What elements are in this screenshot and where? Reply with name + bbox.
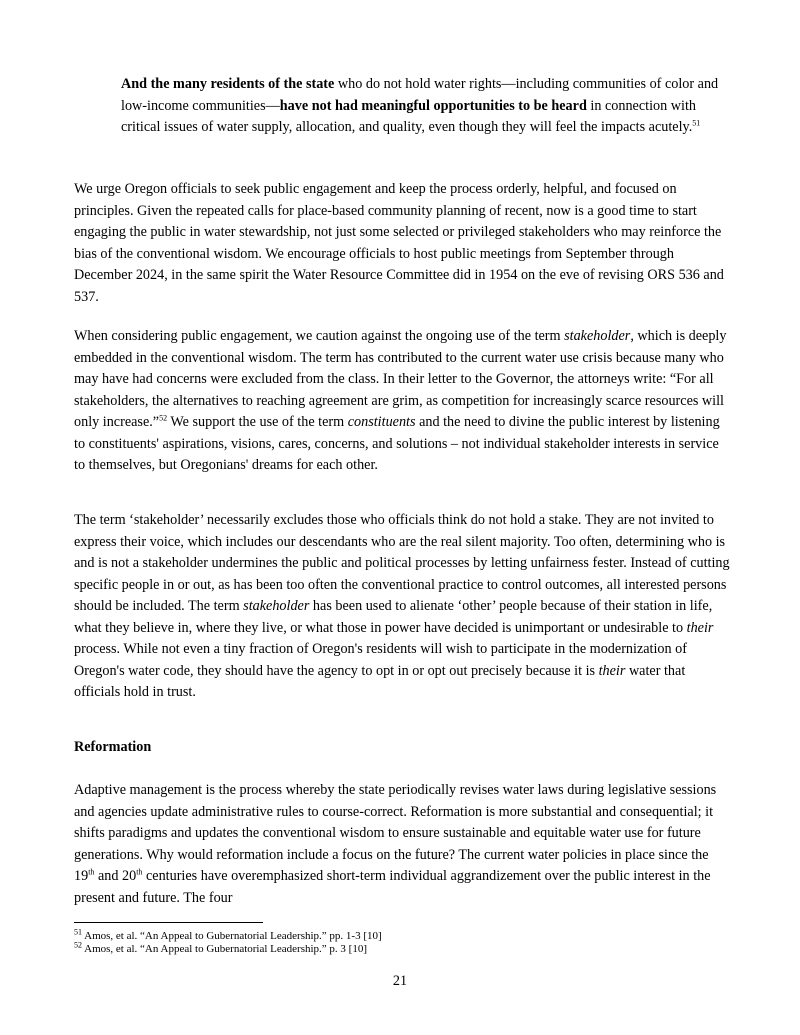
footnote-divider [74,922,263,923]
paragraph-text: We support the use of the term [167,414,348,430]
paragraph-text: centuries have overemphasized short-term individual aggrandizement over the public interest in the present and future. The four [74,868,711,906]
paragraph-text: process. While not even a tiny fraction of Oregon's residents will wish to participate in the modernization of Oregon's water code, they should have the agency to opt in or opt out precisely because it is [74,641,687,679]
footnote-ref: 51 [692,118,701,128]
page-number: 21 [392,973,408,989]
body-paragraph [74,326,730,477]
italic-term: stakeholder [243,598,310,614]
quote-text: who do not hold water rights—including communities of color and low-income communities— [121,76,719,114]
paragraph-text: Adaptive management is the process whereby the state periodically revises water laws during legislative sessions and agencies update administrative rules to course-correct. Reformation is more substantial and consequential; it shifts paradigms and updates the conventional wisdom to ensure sustainable and equitable water use for future generations. Why would reformation include a focus on the future? The current water policies in place since the 19 [74,782,717,884]
footnote-text: Amos, et al. “An Appeal to Gubernatorial Leadership.” pp. 1-3 [10] [82,930,382,942]
italic-term: their [598,662,626,679]
footnote-number: 51 [74,927,82,937]
footnote [74,940,730,956]
paragraph-text: water that officials hold in trust. [74,662,686,700]
block-quote [121,74,731,139]
footnote-number: 52 [74,940,82,950]
body-paragraph [74,510,730,704]
italic-term: their [686,619,714,636]
quote-text: in connection with critical issues of water supply, allocation, and quality, even though they will feel the impacts acutely. [121,97,696,135]
italic-term: stakeholder [564,328,631,344]
footnote [74,927,730,943]
italic-term: constituents [347,414,416,430]
body-paragraph [74,780,730,909]
paragraph-text: has been used to alienate ‘other’ people because of their station in life, what they believe in, where they live, or what those in power have decided is unimportant or undesirable to [74,598,713,636]
paragraph-text: and the need to divine the public interest by listening to constituents' aspirations, visions, cares, concerns, and solutions – not individual stakeholder interests in service to themselves, but Oregonians' dreams for each other. [74,414,720,473]
body-paragraph: We urge Oregon officials to seek public engagement and keep the process orderly, helpful, and focused on principles. Given the repeated calls for place-based community planning of recent, now is a good time to start engaging the public in water stewardship, not just some selected or privileged stakeholders who may reinforce the bias of the conventional wisdom. We encourage officials to host public meetings from September through December 2024, in the same spirit the Water Resource Committee did in 1954 on the eve of revising ORS 536 and 537. [74,181,724,305]
paragraph-text: and 20 [94,868,137,884]
quote-bold-lead: And the many residents of the state [121,76,335,92]
ordinal-suffix: th [136,867,143,877]
footnotes [74,927,730,956]
quote-bold-emphasis: have not had meaningful opportunities to be heard [279,97,587,114]
paragraph-text: , which is deeply embedded in the conventional wisdom. The term has contributed to the current water use crisis because many who may have had concerns were excluded from the class. In their letter to the Governor, the attorneys write: “For all stakeholders, the alternatives to reaching agreement are grim, as competition for increasingly scarce resources will only increase.” [74,328,727,430]
paragraph-text: When considering public engagement, we caution against the ongoing use of the term [74,328,565,344]
footnote-text: Amos, et al. “An Appeal to Gubernatorial Leadership.” p. 3 [10] [82,943,368,955]
ordinal-suffix: th [88,867,95,877]
section-heading: Reformation [74,739,152,755]
footnote-ref: 52 [159,413,168,423]
paragraph-text: The term ‘stakeholder’ necessarily excludes those who officials think do not hold a stake. They are not invited to express their voice, which includes our descendants who are the real silent majority. Too often, determining who is and is not a stakeholder undermines the public and political processes by letting unfairness fester. Instead of cutting specific people in or out, as has been too often the conventional practice to control outcomes, all interested persons should be included. The term [74,512,730,614]
